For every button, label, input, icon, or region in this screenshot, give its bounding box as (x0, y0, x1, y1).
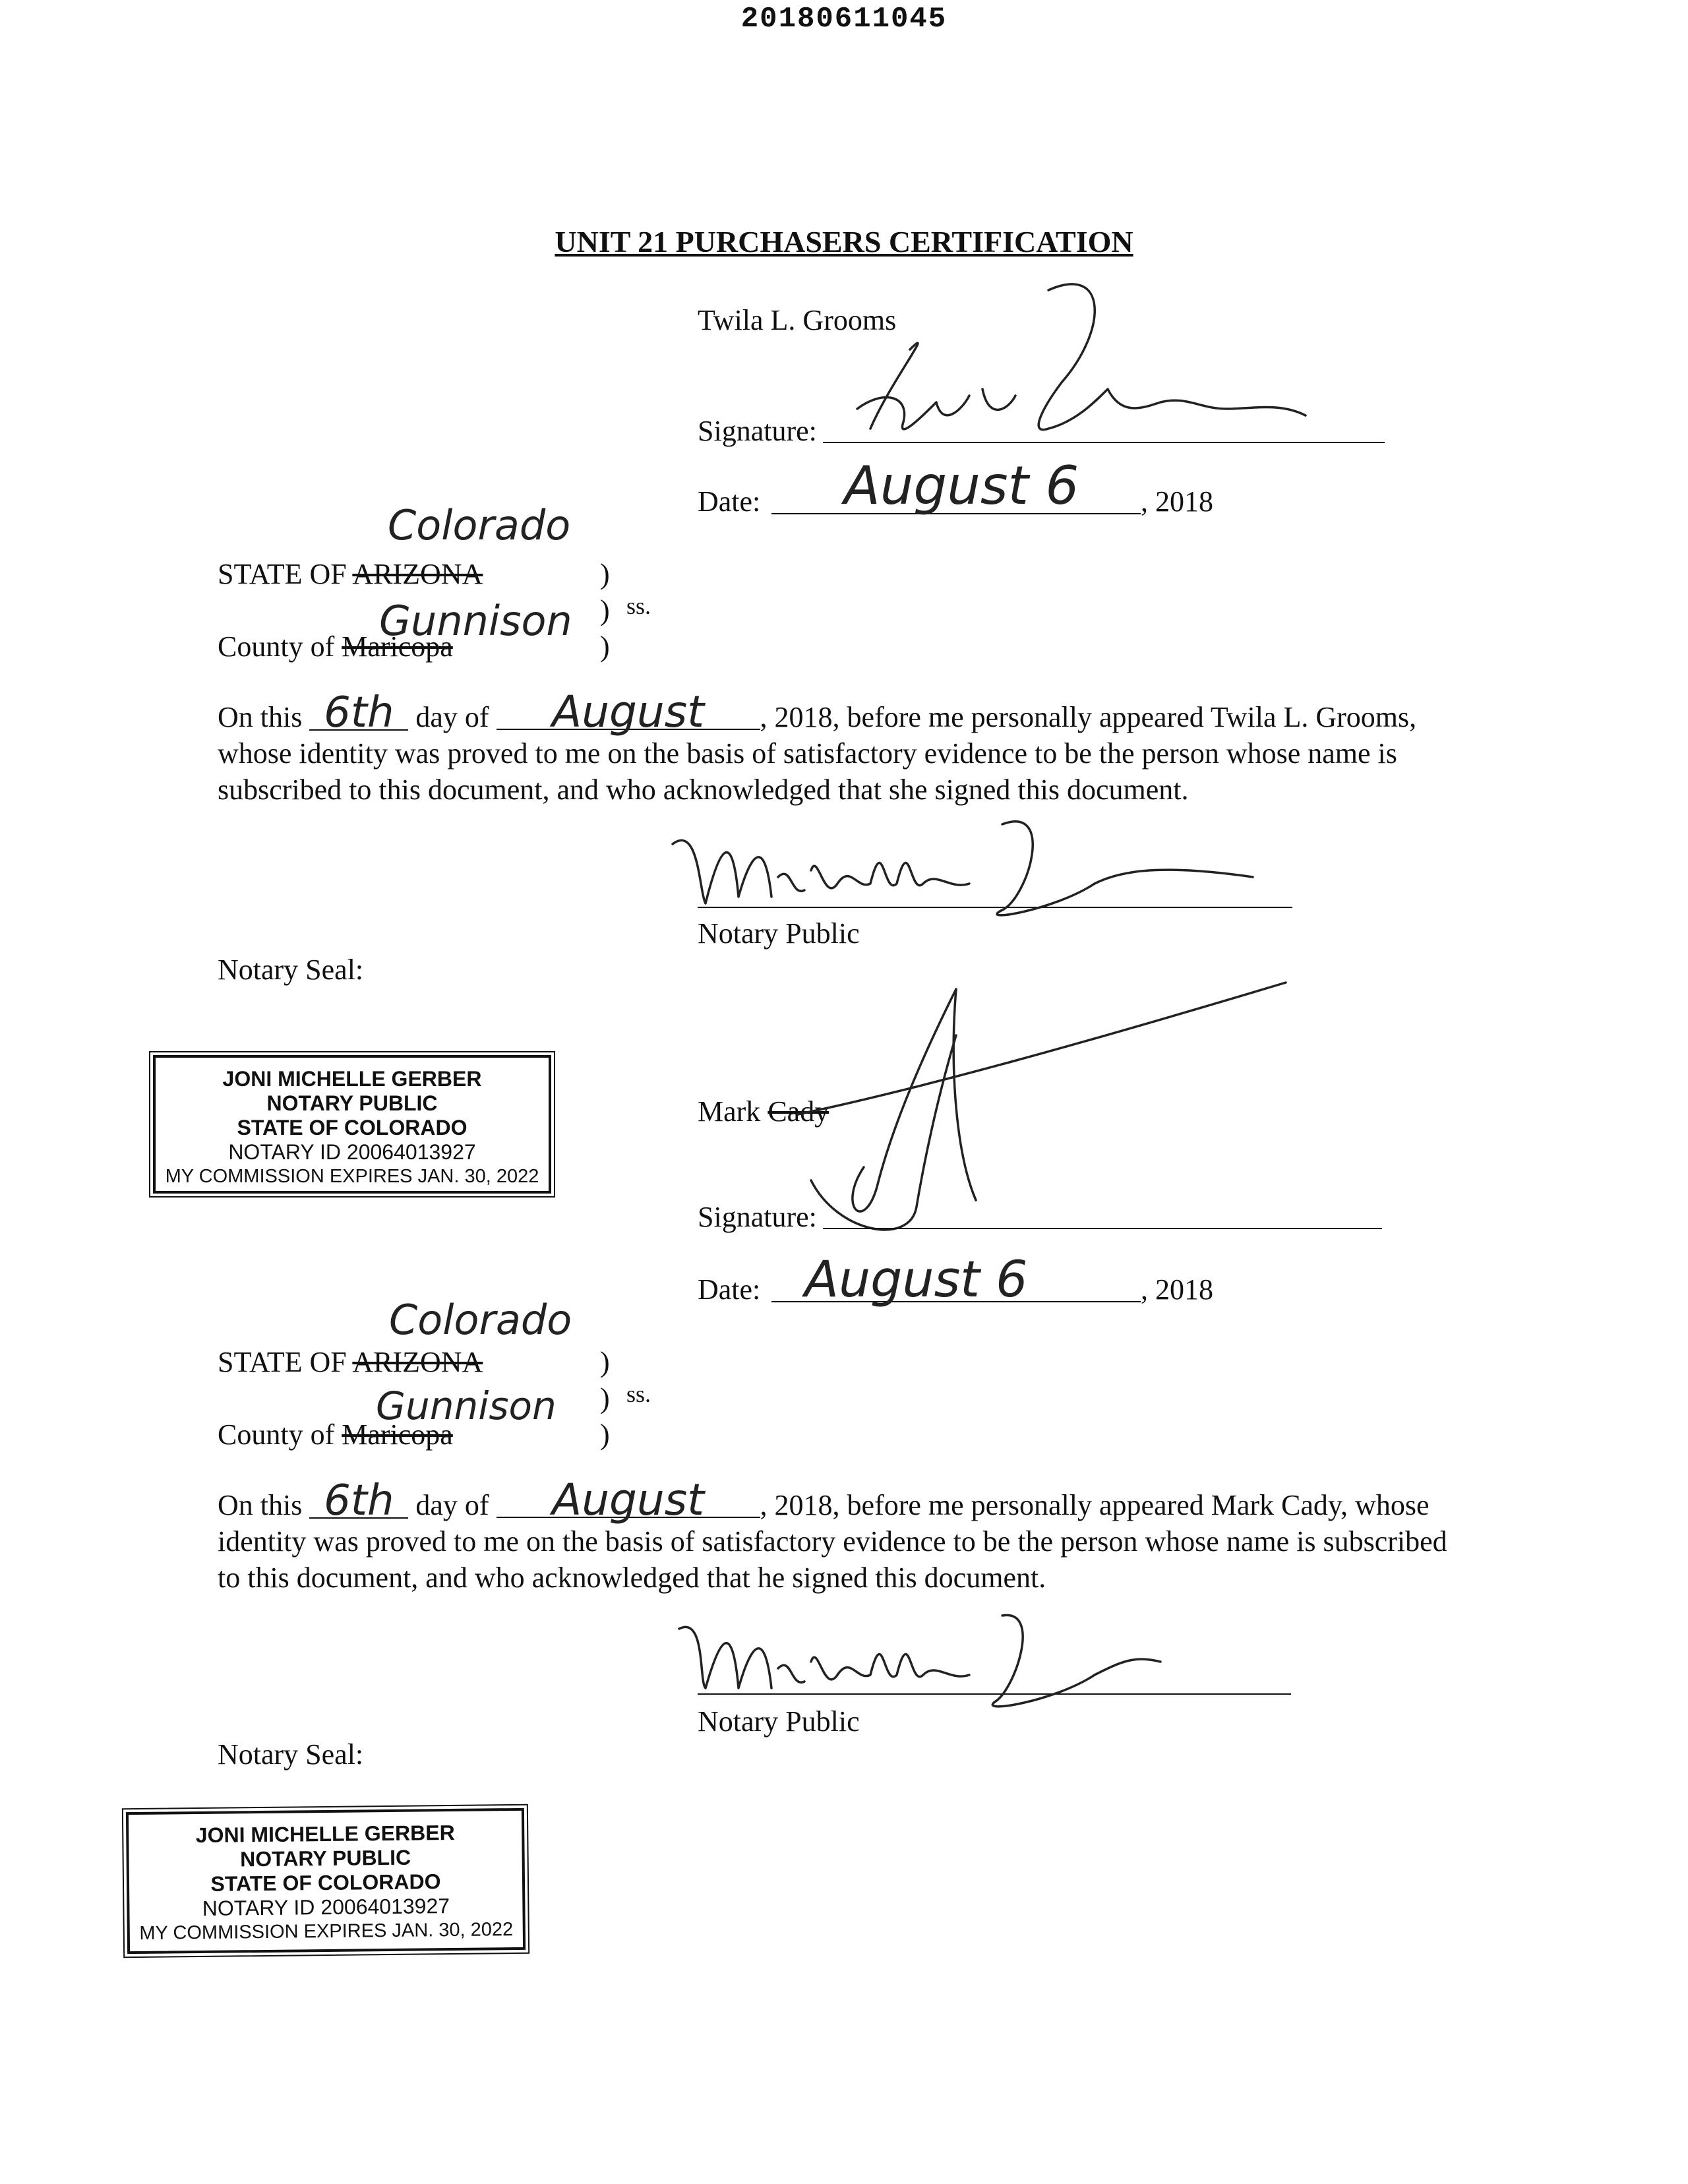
day-handwritten-2: 6th (309, 1484, 408, 1519)
state-handwritten-2: Colorado (389, 1296, 572, 1344)
date-year-2: , 2018 (1141, 1273, 1213, 1306)
bracket-1b: ) (600, 594, 610, 626)
state-handwritten-1: Colorado (388, 501, 571, 549)
signature-line-2[interactable] (823, 1228, 1382, 1229)
signature-label-2: Signature: (698, 1201, 817, 1233)
state-line-1 (218, 557, 483, 591)
signature-twila-grooms (831, 277, 1358, 448)
notary-seal-label-1: Notary Seal: (218, 954, 364, 986)
month-handwritten-2: August (497, 1484, 760, 1518)
date-handwritten-2: August 6 (804, 1250, 1028, 1308)
signer-name-1: Twila L. Grooms (698, 304, 897, 336)
seal-state: STATE OF COLORADO (210, 1869, 441, 1896)
seal-notary-id: NOTARY ID 20064013927 (202, 1894, 450, 1920)
state-struck-1: ARIZONA (352, 558, 483, 590)
state-line-2 (218, 1345, 483, 1379)
document-title: UNIT 21 PURCHASERS CERTIFICATION (555, 225, 1133, 258)
county-line-2 (218, 1418, 453, 1451)
day-of-label: day of (415, 701, 489, 733)
signer-name-2-last: Cady (768, 1095, 829, 1128)
seal-name: JONI MICHELLE GERBER (222, 1067, 482, 1091)
on-this-label: On this (218, 701, 303, 733)
on-this-label: On this (218, 1489, 303, 1521)
seal-state: STATE OF COLORADO (237, 1116, 467, 1139)
date-year-1: , 2018 (1141, 485, 1213, 518)
acknowledgment-text-1: , 2018, before me personally appeared Twila L. Grooms, whose identity was proved to me on the basis of satisfactory evidence to be the person whose name is subscribed to this document, and who acknowledged that she signed this document. (218, 701, 1417, 806)
seal-name: JONI MICHELLE GERBER (195, 1820, 455, 1848)
county-handwritten-2: Gunnison (376, 1383, 557, 1428)
date-label-2: Date: (698, 1273, 761, 1306)
ss-label-1: ss. (626, 593, 651, 619)
day-handwritten-1: 6th (309, 696, 408, 731)
state-of-label: STATE OF (218, 558, 347, 590)
seal-notary-id: NOTARY ID 20064013927 (228, 1140, 476, 1164)
county-struck-1: Maricopa (342, 630, 453, 663)
date-handwritten-1: August 6 (844, 455, 1079, 516)
notary-seal-stamp-2 (126, 1808, 526, 1954)
county-handwritten-1: Gunnison (379, 597, 572, 645)
notary-seal-label-2: Notary Seal: (218, 1738, 364, 1771)
county-of-label: County of (218, 630, 335, 663)
county-struck-2: Maricopa (342, 1418, 453, 1451)
bracket-1c: ) (600, 630, 610, 663)
state-struck-2: ARIZONA (352, 1346, 483, 1378)
acknowledgment-paragraph-1 (218, 686, 1470, 808)
bracket-2a: ) (600, 1346, 610, 1378)
notary-seal-stamp-1 (153, 1055, 551, 1194)
bracket-1a: ) (600, 558, 610, 590)
acknowledgment-text-2: , 2018, before me personally appeared Mark Cady, whose identity was proved to me on the basis of satisfactory evidence to be the person whose name is subscribed to this document, and who acknowledged that he signed this document. (218, 1489, 1447, 1594)
seal-commission: MY COMMISSION EXPIRES JAN. 30, 2022 (139, 1919, 514, 1944)
acknowledgment-paragraph-2 (218, 1474, 1470, 1596)
document-number: 20180611045 (740, 3, 948, 36)
signer-name-2-first: Mark (698, 1095, 768, 1128)
seal-title: NOTARY PUBLIC (266, 1091, 438, 1115)
day-of-label: day of (415, 1489, 489, 1521)
notary-public-label-2: Notary Public (698, 1705, 860, 1738)
notary-public-label-1: Notary Public (698, 917, 860, 950)
bracket-2c: ) (600, 1418, 610, 1451)
seal-commission: MY COMMISSION EXPIRES JAN. 30, 2022 (165, 1166, 539, 1187)
state-of-label: STATE OF (218, 1346, 347, 1378)
month-handwritten-1: August (497, 696, 760, 730)
county-of-label: County of (218, 1418, 335, 1451)
seal-title: NOTARY PUBLIC (239, 1845, 411, 1871)
signature-label-1: Signature: (698, 415, 817, 447)
county-line-1 (218, 630, 453, 663)
date-label-1: Date: (698, 485, 761, 518)
bracket-2b: ) (600, 1382, 610, 1414)
ss-label-2: ss. (626, 1381, 651, 1407)
